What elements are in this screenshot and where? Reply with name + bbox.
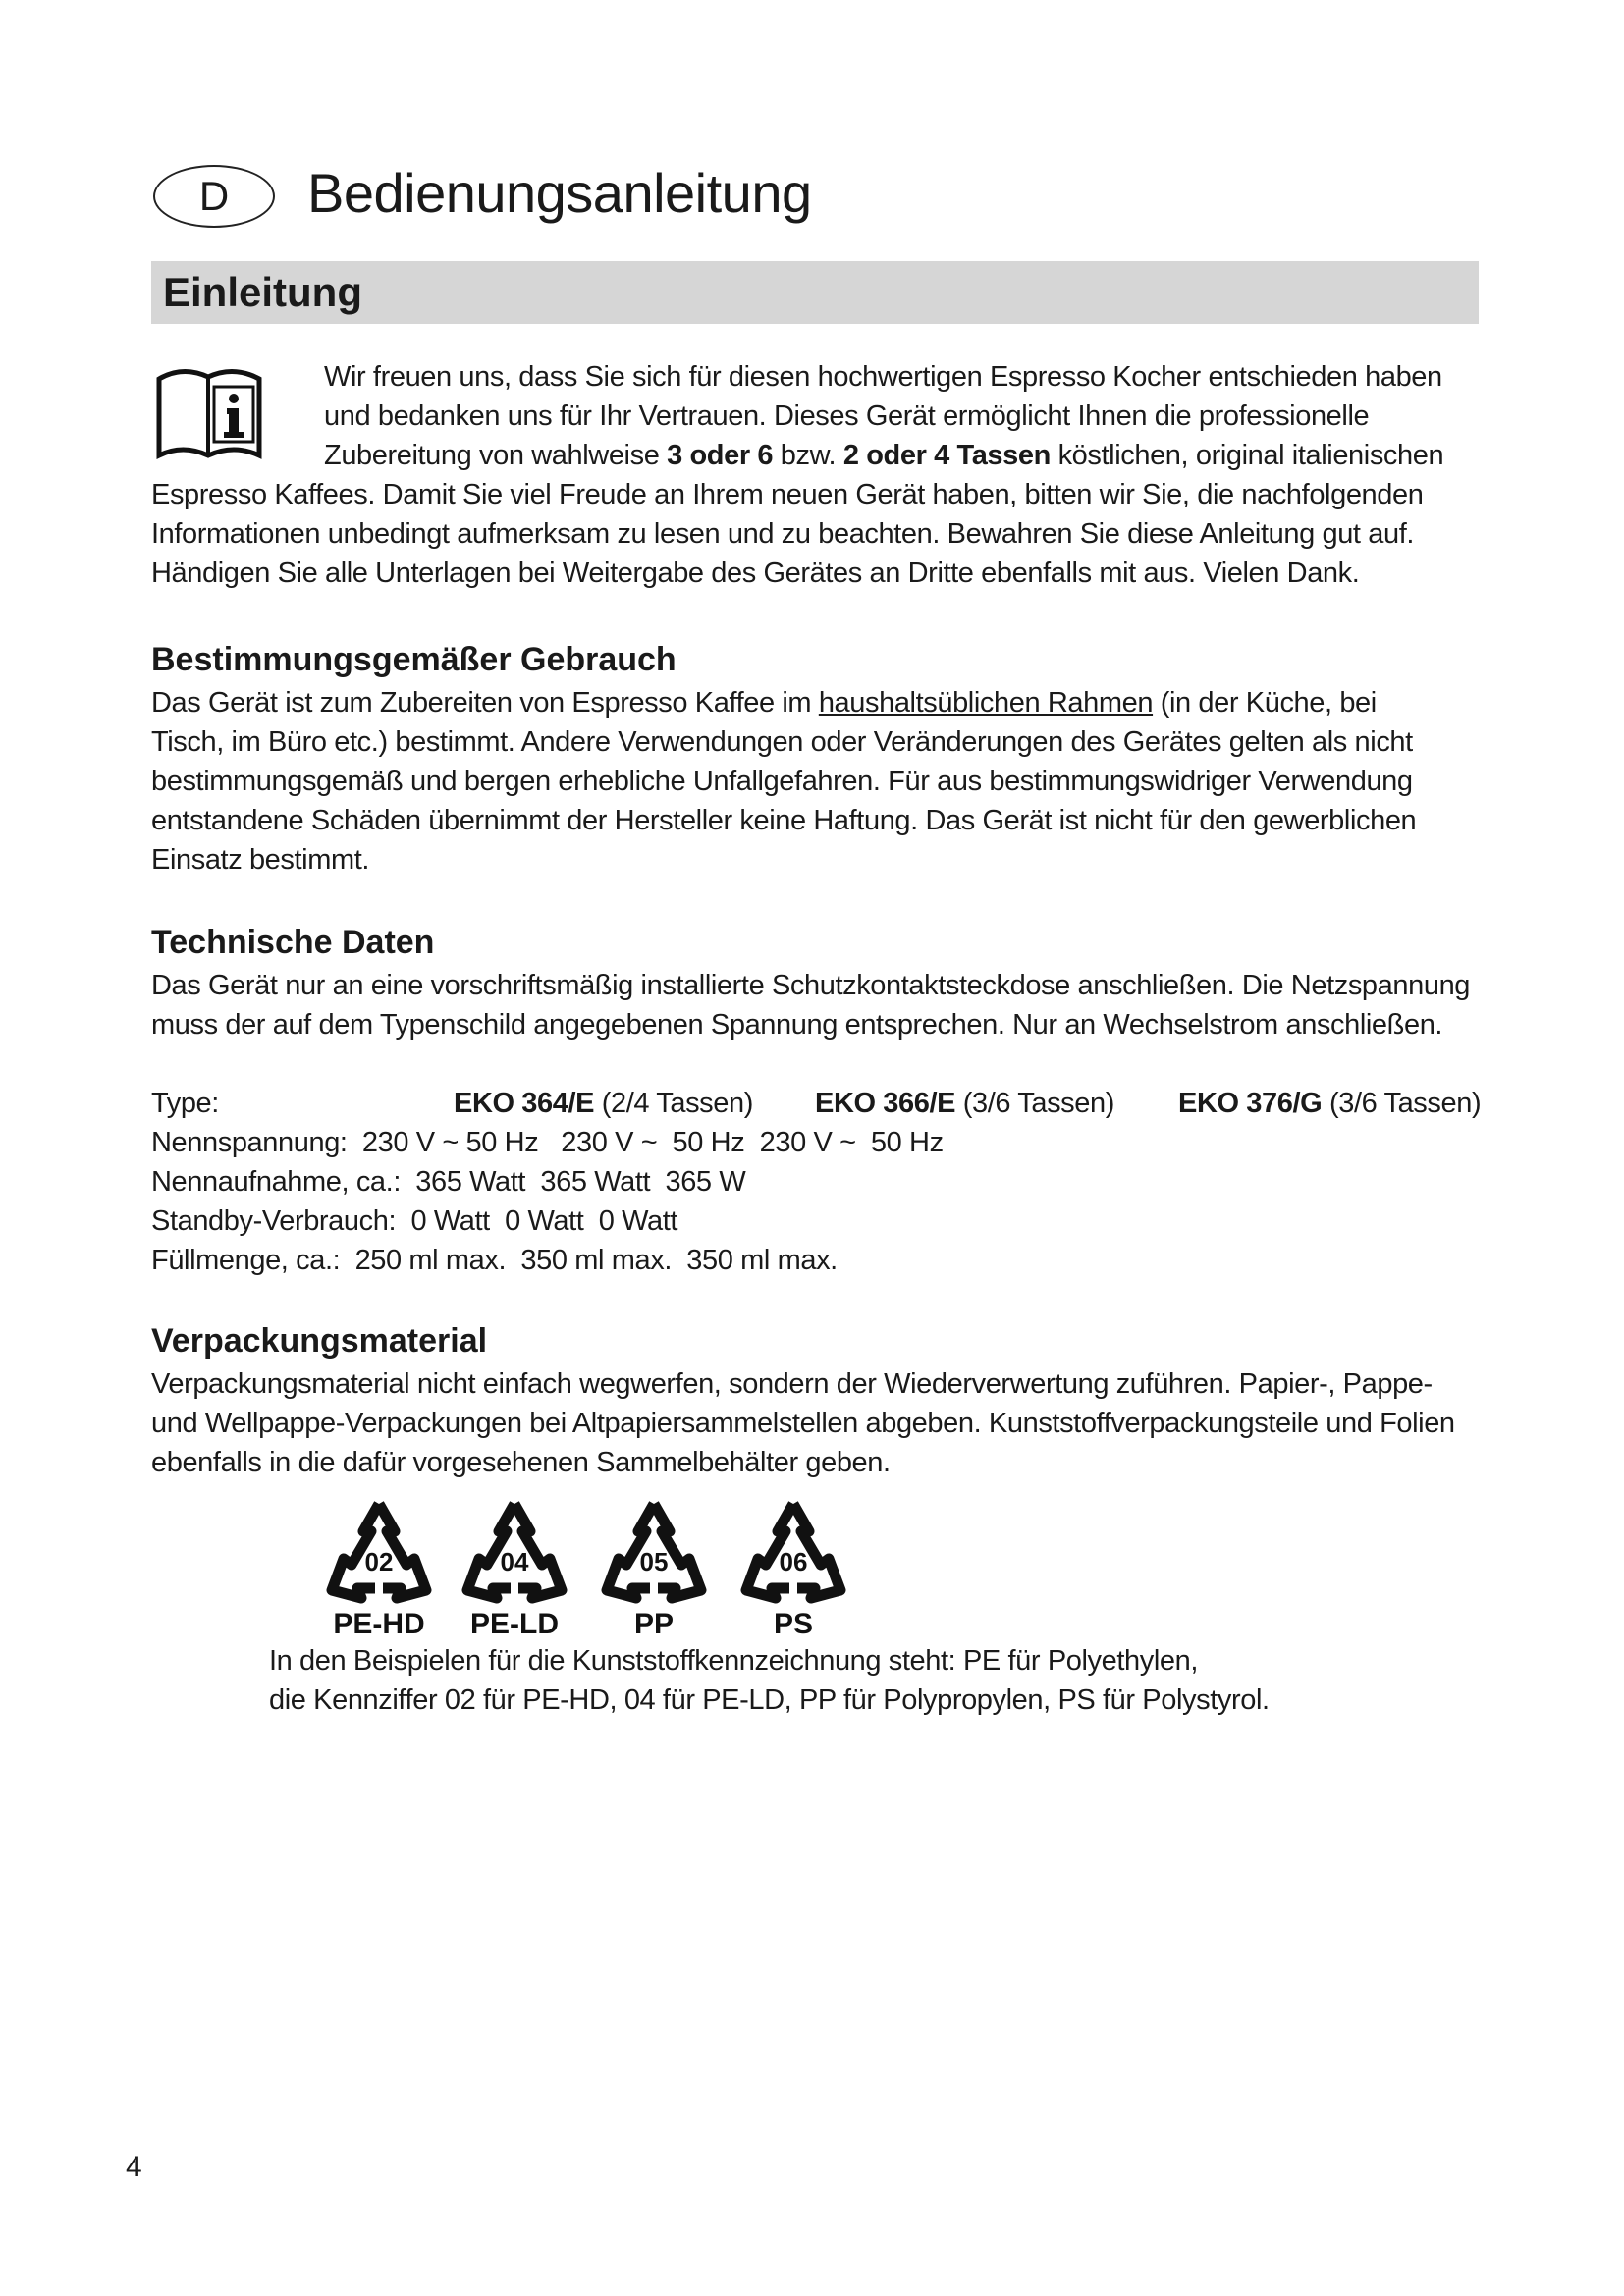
model-3	[1178, 1084, 1481, 1123]
spec-power: Nennaufnahme, ca.: 365 Watt 365 Watt 365 W	[151, 1166, 746, 1198]
recycle-note-line-2: die Kennziffer 02 für PE-HD, 04 für PE-LD, PP für Polypropylen, PS für Polystyrol.	[269, 1684, 1270, 1716]
language-code: D	[198, 173, 230, 219]
model-name: EKO 366/E	[815, 1088, 956, 1119]
model-cups: (2/4 Tassen)	[594, 1088, 753, 1119]
type-label: Type:	[151, 1088, 219, 1119]
recycle-label: PP	[633, 1608, 675, 1640]
type-row	[151, 1084, 1482, 1123]
packaging-heading: Verpackungsmaterial	[151, 1322, 488, 1360]
tech-line-1: Das Gerät nur an eine vorschriftsmäßig installierte Schutzkontaktsteckdose anschließen. Die Netzspannung	[151, 970, 1471, 1001]
model-name: EKO 376/G	[1178, 1088, 1323, 1119]
model-2	[815, 1084, 1114, 1123]
usage-line-1	[151, 683, 1377, 722]
usage-heading: Bestimmungsgemäßer Gebrauch	[151, 641, 677, 678]
intro-text: Zubereitung von wahlweise	[324, 440, 668, 471]
recycle-code: 04	[500, 1547, 529, 1576]
packaging-line-2: und Wellpappe-Verpackungen bei Altpapiersammelstellen abgeben. Kunststoffverpackungsteile und Folien	[151, 1408, 1455, 1439]
intro-line-5: Informationen unbedingt aufmerksam zu lesen und zu beachten. Bewahren Sie diese Anleitung gut auf.	[151, 518, 1415, 550]
spec-standby: Standby-Verbrauch: 0 Watt 0 Watt 0 Watt	[151, 1205, 678, 1237]
usage-line-5: Einsatz bestimmt.	[151, 844, 370, 876]
recycle-symbol-06-icon	[734, 1496, 852, 1641]
model-1	[454, 1084, 753, 1123]
model-cups: (3/6 Tassen)	[955, 1088, 1114, 1119]
usage-line-4: entstandene Schäden übernimmt der Hersteller keine Haftung. Das Gerät ist nicht für den gewerblichen	[151, 805, 1417, 836]
intro-line-3	[324, 436, 1443, 475]
model-name: EKO 364/E	[454, 1088, 595, 1119]
document-title: Bedienungsanleitung	[307, 162, 812, 224]
section-header-bar	[151, 261, 1479, 324]
intro-line-2: und bedanken uns für Ihr Vertrauen. Dieses Gerät ermöglicht Ihnen die professionelle	[324, 400, 1370, 432]
recycle-label: PE-HD	[333, 1608, 425, 1640]
usage-line-3: bestimmungsgemäß und bergen erhebliche Unfallgefahren. Für aus bestimmungswidriger Verwendung	[151, 766, 1413, 797]
language-badge	[153, 165, 275, 228]
page-number: 4	[126, 2151, 142, 2183]
usage-text: Das Gerät ist zum Zubereiten von Espresso Kaffee im	[151, 687, 819, 719]
intro-line-1: Wir freuen uns, dass Sie sich für diesen hochwertigen Espresso Kocher entschieden haben	[324, 361, 1442, 393]
recycle-symbol-04-icon	[456, 1496, 573, 1641]
tech-line-2: muss der auf dem Typenschild angegebenen Spannung entsprechen. Nur an Wechselstrom anschließen.	[151, 1009, 1443, 1041]
spec-capacity: Füllmenge, ca.: 250 ml max. 350 ml max. 350 ml max.	[151, 1245, 838, 1276]
usage-underlined-text: haushaltsüblichen Rahmen	[818, 687, 1154, 719]
usage-text: (in der Küche, bei	[1153, 687, 1377, 719]
recycle-label: PE-LD	[470, 1608, 559, 1640]
recycle-code: 02	[364, 1547, 394, 1576]
intro-text: bzw.	[773, 440, 843, 471]
intro-line-4: Espresso Kaffees. Damit Sie viel Freude an Ihrem neuen Gerät haben, bitten wir Sie, die nachfolgenden	[151, 479, 1424, 510]
spec-voltage: Nennspannung: 230 V ~ 50 Hz 230 V ~ 50 Hz 230 V ~ 50 Hz	[151, 1127, 944, 1158]
intro-bold-cups-b: 2 oder 4 Tassen	[842, 440, 1051, 471]
intro-text: köstlichen, original italienischen	[1050, 440, 1444, 471]
info-book-icon	[153, 357, 265, 465]
usage-line-2: Tisch, im Büro etc.) bestimmt. Andere Verwendungen oder Veränderungen des Gerätes gelten als nicht	[151, 726, 1413, 758]
recycle-code: 05	[639, 1547, 669, 1576]
intro-line-6: Händigen Sie alle Unterlagen bei Weitergabe des Gerätes an Dritte ebenfalls mit aus. Vielen Dank.	[151, 558, 1360, 589]
section-title: Einleitung	[163, 269, 362, 315]
tech-heading: Technische Daten	[151, 924, 435, 961]
packaging-line-1: Verpackungsmaterial nicht einfach wegwerfen, sondern der Wiederverwertung zuführen. Papier-, Pappe-	[151, 1368, 1433, 1400]
recycle-symbol-02-icon	[320, 1496, 438, 1641]
intro-bold-cups-a: 3 oder 6	[667, 440, 774, 471]
model-cups: (3/6 Tassen)	[1322, 1088, 1482, 1119]
recycle-code: 06	[779, 1547, 808, 1576]
recycle-label: PS	[773, 1608, 814, 1640]
packaging-line-3: ebenfalls in die dafür vorgesehenen Sammelbehälter geben.	[151, 1447, 891, 1478]
recycle-note-line-1: In den Beispielen für die Kunststoffkennzeichnung steht: PE für Polyethylen,	[269, 1645, 1199, 1677]
recycle-symbol-05-icon	[595, 1496, 713, 1641]
